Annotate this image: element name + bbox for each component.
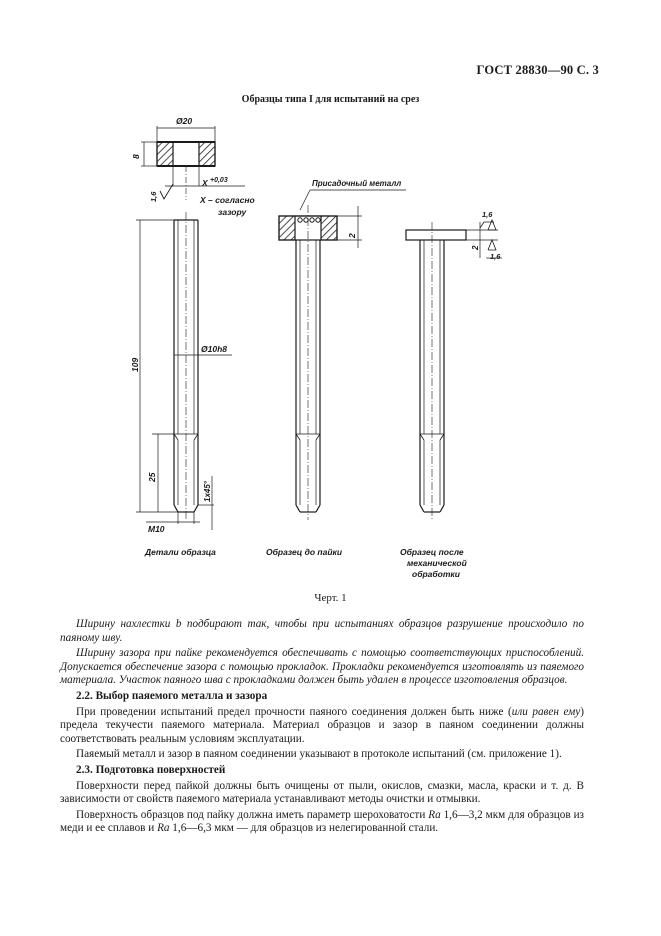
dim-thread-length: 25	[147, 472, 157, 482]
label-after-3: обработки	[412, 569, 460, 579]
dim-washer-h: 8	[131, 154, 141, 159]
body-text	[60, 618, 584, 838]
machined-roughness-bottom: 1,6	[490, 252, 501, 261]
paragraph-protocol: Паяемый металл и зазор в паяном соединении указывают в протоколе испытаний (см. приложение 1).	[76, 748, 562, 761]
heading-2-2: 2.2. Выбор паяемого металла и зазора	[76, 689, 268, 702]
dim-shaft-length: 109	[130, 357, 140, 372]
paragraph-strength: При проведении испытаний предел прочности паяного соединения должен быть ниже (или равен ему) предела текучести паяемого материала. Материал образцов и зазор в паяном соединении должны соответствовать реальным условиям эксплуатации.	[60, 705, 584, 745]
label-after-2: механической	[407, 558, 467, 568]
dim-washer-dia: Ø20	[176, 116, 193, 126]
details-view	[136, 126, 245, 530]
paragraph-cleaning: Поверхности перед пайкой должны быть очищены от пыли, окислов, смазки, масла, краски и т. д. В зависимости от свойств паяемого материала устанавливают методы очистки и отмывки.	[60, 779, 584, 806]
label-details: Детали образца	[145, 547, 216, 557]
paragraph-overlap: Ширину нахлестки b подбирают так, чтобы при испытаниях образцов разрушение происходило по паяному шву.	[60, 618, 584, 644]
page-header: ГОСТ 28830—90 С. 3	[476, 63, 599, 77]
before-brazing-view	[279, 190, 406, 520]
gap-note-line1: X – согласно	[200, 195, 255, 205]
paragraph-roughness: Поверхность образцов под пайку должна иметь параметр шероховатости Ra 1,6—3,2 мкм для образцов из меди и ее сплавов и Ra 1,6—6,3 мкм — для образцов из нелегированной стали.	[60, 808, 584, 835]
dim-chamfer: 1x45°	[203, 481, 212, 502]
machined-dim: 2	[471, 245, 480, 250]
gap-tolerance: +0,03	[210, 177, 228, 184]
heading-2-3: 2.3. Подготовка поверхностей	[76, 763, 226, 776]
after-machining-view	[406, 220, 502, 520]
machined-roughness-top: 1,6	[482, 210, 493, 219]
roughness-value: 1,6	[149, 191, 158, 202]
paragraph-gap: Ширину зазора при пайке рекомендуется обеспечивать с помощью соответствующих приспособлений. Допускается обеспечение зазора с помощью прокладок. Прокладки рекомендуется изготовлять из паяемого материала. Участок паяного шва с прокладками должен быть удален в процессе изготовления образцов.	[60, 647, 584, 687]
label-before: Образец до пайки	[266, 547, 343, 557]
filler-label: Присадочный металл	[312, 179, 402, 188]
gap-note-line2: зазору	[218, 207, 247, 217]
filler-dim: 2	[347, 233, 357, 238]
figure-caption: Черт. 1	[314, 592, 347, 604]
figure-title: Образцы типа I для испытаний на срез	[241, 94, 420, 105]
dim-thread: M10	[148, 524, 165, 534]
label-after-1: Образец после	[400, 547, 464, 557]
dim-shaft-dia: Ø10h8	[201, 344, 227, 354]
gap-x: X	[202, 178, 208, 188]
